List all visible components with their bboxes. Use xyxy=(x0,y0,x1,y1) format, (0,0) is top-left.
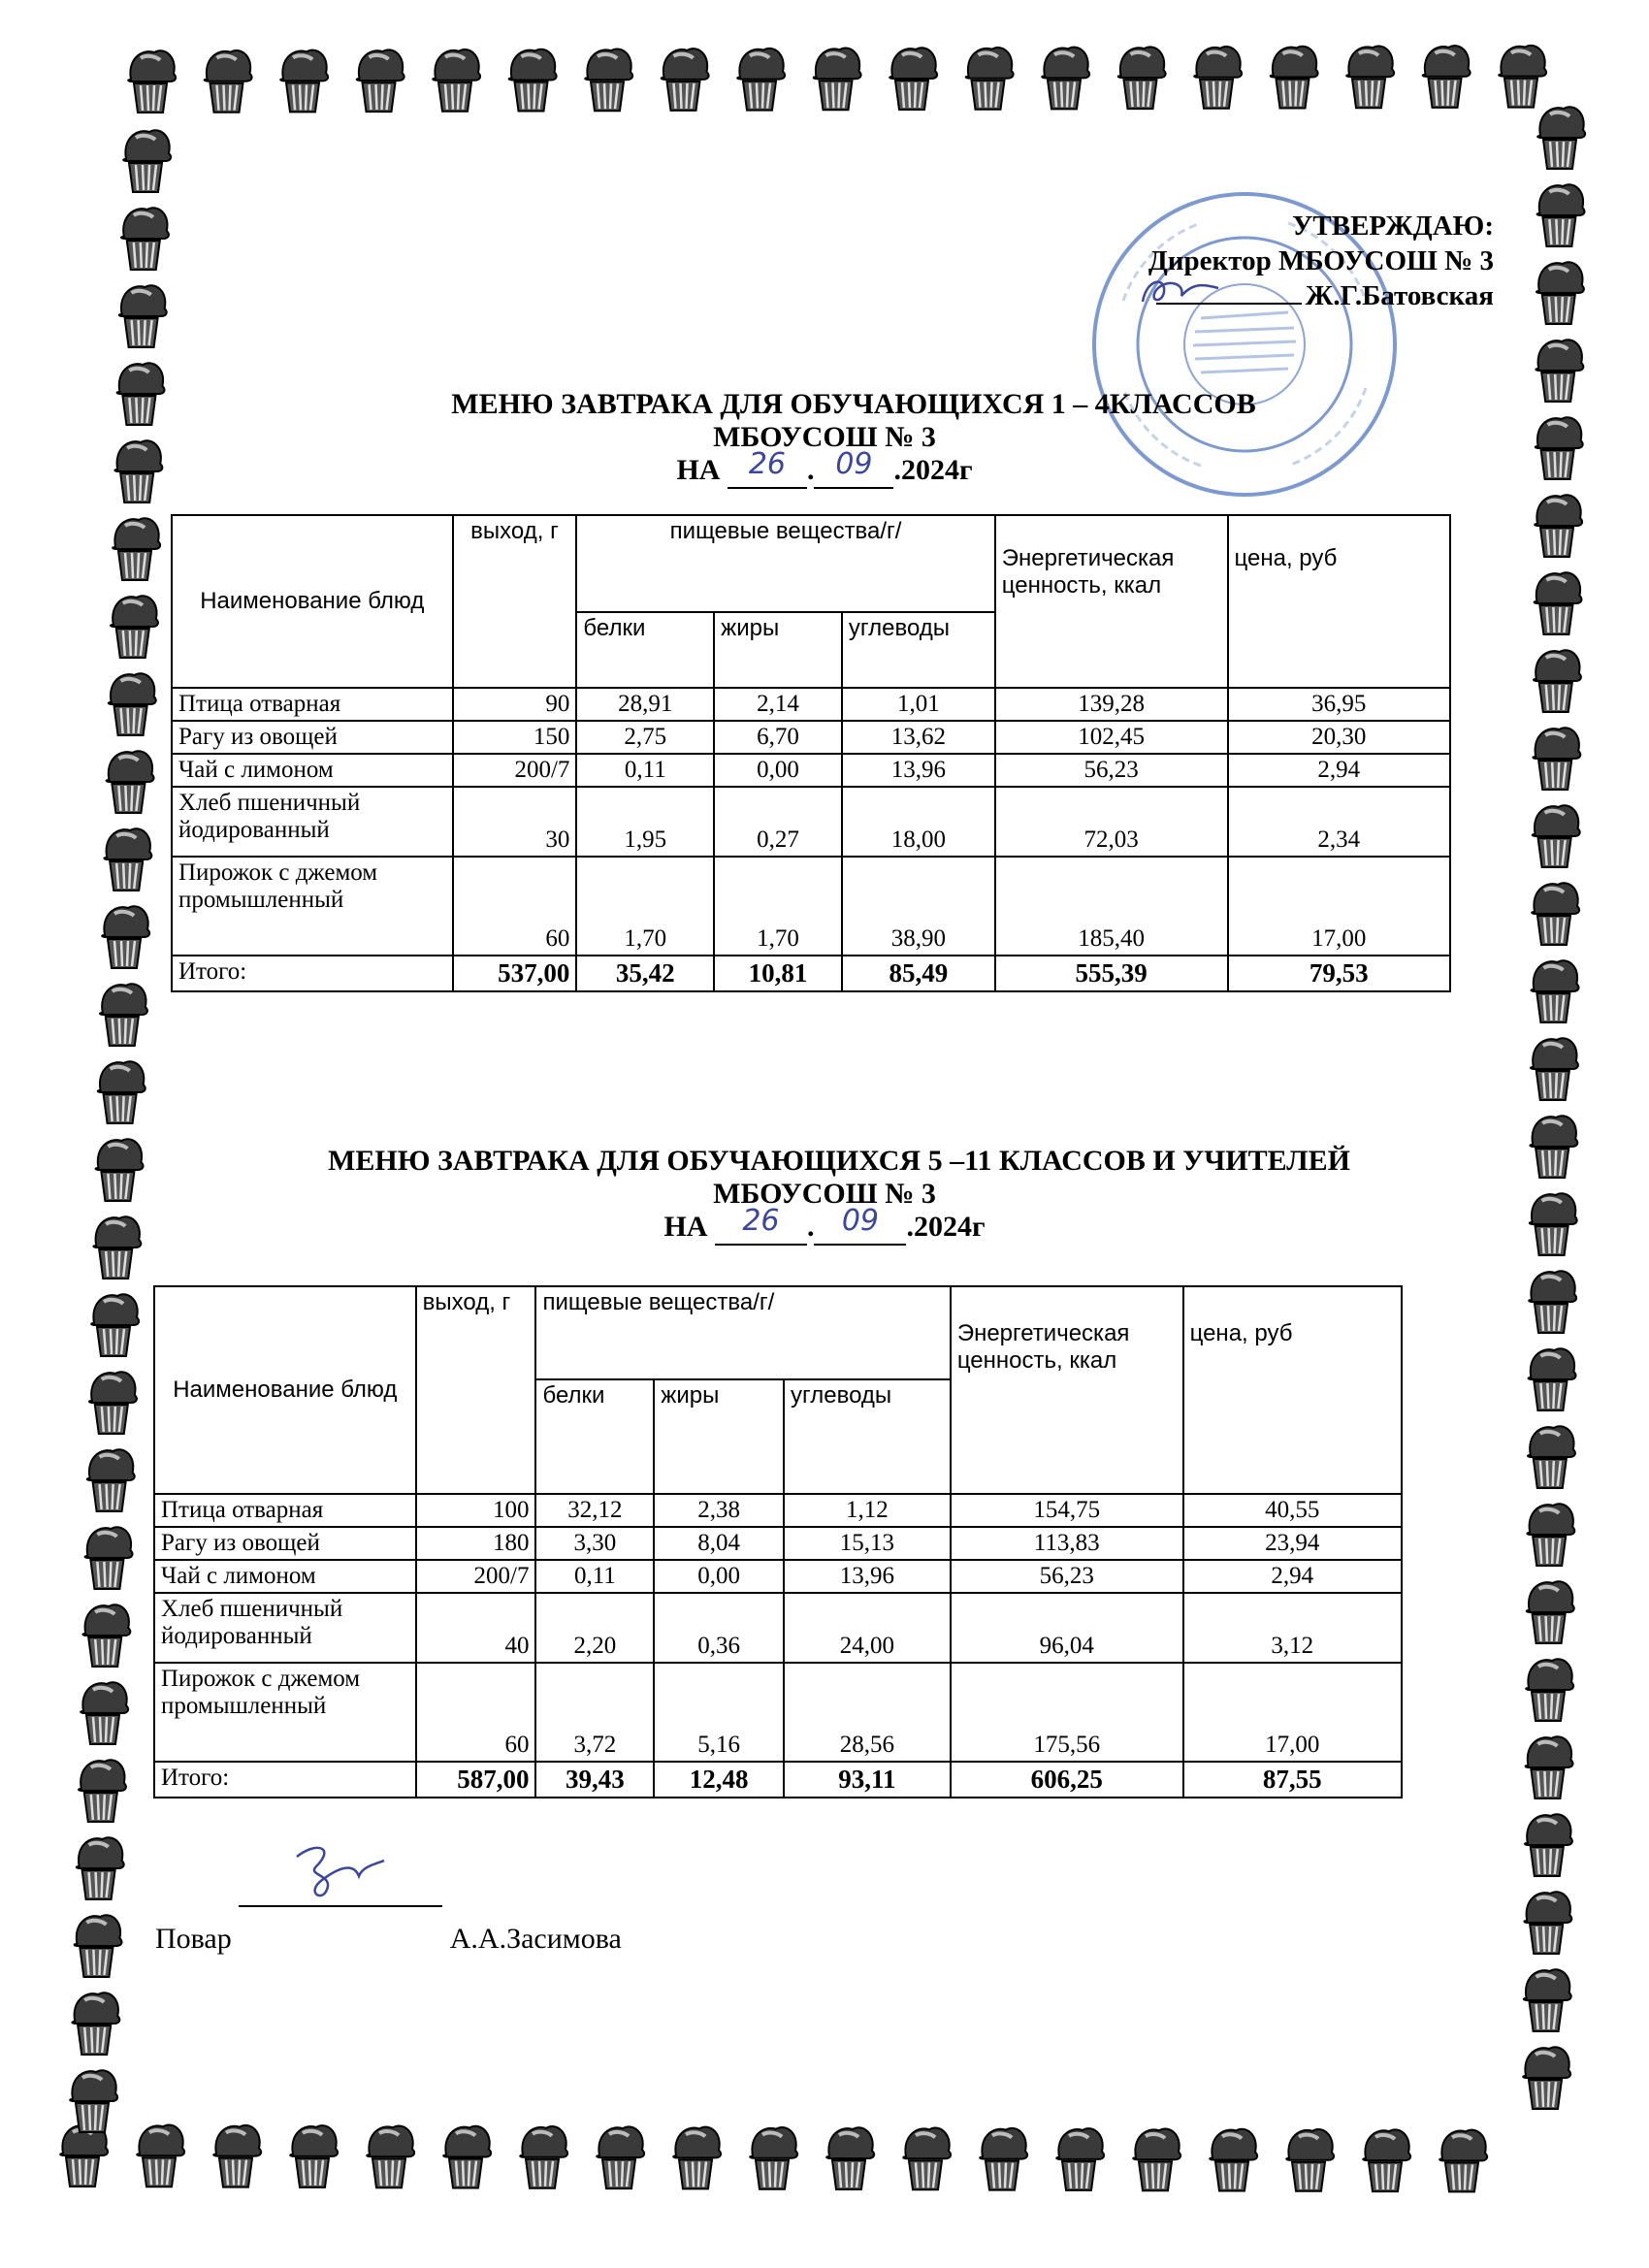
dish-price: 36,95 xyxy=(1228,688,1450,721)
dish-output: 180 xyxy=(416,1527,536,1560)
dish-energy: 72,03 xyxy=(995,787,1228,857)
dish-name: Рагу из овощей xyxy=(172,721,453,754)
menu2-date-month: 09 xyxy=(841,1204,880,1238)
menu1-date-month: 09 xyxy=(835,447,873,481)
dish-name: Птица отварная xyxy=(154,1494,416,1527)
muffin-icon xyxy=(1533,805,1580,867)
muffin-icon xyxy=(102,906,149,968)
muffin-icon xyxy=(82,1604,130,1667)
muffin-icon xyxy=(72,1993,119,2055)
muffin-icon xyxy=(79,1760,126,1822)
menu2-table xyxy=(153,1285,1403,1798)
dish-carbs: 13,62 xyxy=(842,721,995,754)
muffin-icon xyxy=(113,518,160,580)
muffin-icon xyxy=(121,208,169,270)
dish-fat: 6,70 xyxy=(714,721,842,754)
muffin-icon xyxy=(107,751,154,813)
menu1-date-suffix: .2024г xyxy=(893,454,973,486)
dish-energy: 56,23 xyxy=(995,754,1228,787)
muffin-icon xyxy=(128,50,176,113)
muffin-icon xyxy=(119,285,167,347)
muffin-icon xyxy=(520,2126,567,2188)
dish-protein: 32,12 xyxy=(535,1494,654,1527)
menu2-header-price: цена, руб xyxy=(1183,1286,1402,1494)
menu2-header-carbs: углеводы xyxy=(784,1379,951,1494)
muffin-icon xyxy=(89,1372,137,1434)
dish-name: Пирожок с джемом промышленный xyxy=(172,857,453,956)
approval-heading: УТВЕРЖДАЮ: xyxy=(1292,211,1494,242)
menu1-date: НА 26 . 09 .2024г xyxy=(0,454,1649,489)
dish-name: Птица отварная xyxy=(172,688,453,721)
menu2-date-suffix: .2024г xyxy=(906,1211,986,1243)
muffin-icon xyxy=(443,2126,491,2188)
menu2-title-line2: МБОУСОШ № 3 xyxy=(713,1178,936,1210)
dish-energy: 102,45 xyxy=(995,721,1228,754)
muffin-icon xyxy=(60,2124,108,2187)
total-fat: 10,81 xyxy=(714,956,842,991)
dish-fat: 1,70 xyxy=(714,857,842,956)
dish-name: Хлеб пшеничный йодированный xyxy=(172,787,453,857)
muffin-icon xyxy=(357,49,404,112)
dish-carbs: 24,00 xyxy=(784,1593,951,1663)
cook-signature xyxy=(277,1837,423,1905)
dish-output: 90 xyxy=(453,688,577,721)
dish-energy: 185,40 xyxy=(995,857,1228,956)
table-row xyxy=(154,1494,1402,1527)
total-price: 79,53 xyxy=(1228,956,1450,991)
dish-protein: 2,20 xyxy=(535,1593,654,1663)
muffin-icon xyxy=(1529,1271,1576,1333)
dish-carbs: 1,12 xyxy=(784,1494,951,1527)
dish-carbs: 13,96 xyxy=(842,754,995,787)
muffin-icon xyxy=(1346,46,1394,108)
menu2-date: НА 26 . 09 .2024г xyxy=(0,1211,1649,1246)
dish-name: Пирожок с джемом промышленный xyxy=(154,1663,416,1762)
approval-position: Директор МБОУСОШ № 3 xyxy=(1148,245,1494,276)
menu2-date-prefix: НА xyxy=(663,1211,708,1243)
total-carbs: 93,11 xyxy=(784,1762,951,1798)
dish-energy: 154,75 xyxy=(951,1494,1183,1527)
table-row xyxy=(154,1593,1402,1663)
table-row xyxy=(172,688,1450,721)
table-row xyxy=(172,721,1450,754)
muffin-icon xyxy=(205,50,252,113)
muffin-icon xyxy=(1133,2128,1180,2190)
total-label: Итого: xyxy=(154,1762,416,1798)
muffin-icon xyxy=(1499,46,1546,108)
menu2-header-protein: белки xyxy=(535,1379,654,1494)
menu2-header-fat: жиры xyxy=(654,1379,784,1494)
muffin-icon xyxy=(1525,1814,1572,1876)
muffin-icon xyxy=(1439,2130,1487,2192)
muffin-icon xyxy=(81,1682,128,1744)
menu1-title xyxy=(0,388,1649,489)
menu1-header-fat: жиры xyxy=(714,612,842,688)
total-output: 587,00 xyxy=(416,1762,536,1798)
menu1-header-energy: Энергетическая ценность, ккал xyxy=(995,515,1228,688)
muffin-icon xyxy=(597,2126,644,2188)
dish-price: 40,55 xyxy=(1183,1494,1402,1527)
total-output: 537,00 xyxy=(453,956,577,991)
muffin-icon xyxy=(750,2127,797,2189)
approval-block xyxy=(1069,209,1494,317)
table-row xyxy=(172,787,1450,857)
menu2-title xyxy=(0,1145,1649,1246)
menu2-header-nutrients: пищевые вещества/г/ xyxy=(535,1286,950,1379)
muffin-icon xyxy=(1194,47,1242,109)
dish-price: 20,30 xyxy=(1228,721,1450,754)
menu1-date-day: 26 xyxy=(748,447,787,481)
menu1-header-price: цена, руб xyxy=(1228,515,1450,688)
total-price: 87,55 xyxy=(1183,1762,1402,1798)
muffin-icon xyxy=(91,1294,139,1356)
menu1-header-carbs: углеводы xyxy=(842,612,995,688)
muffin-icon xyxy=(585,49,632,111)
total-label: Итого: xyxy=(172,956,453,991)
dish-protein: 0,11 xyxy=(576,754,714,787)
dish-output: 200/7 xyxy=(416,1560,536,1593)
dish-output: 60 xyxy=(416,1663,536,1762)
muffin-icon xyxy=(1536,262,1584,324)
total-row xyxy=(154,1762,1402,1798)
muffin-icon xyxy=(980,2128,1027,2190)
menu1-date-prefix: НА xyxy=(676,454,721,486)
dish-fat: 0,36 xyxy=(654,1593,784,1663)
muffin-icon xyxy=(1527,1504,1574,1566)
muffin-icon xyxy=(87,1449,135,1511)
muffin-icon xyxy=(509,49,557,112)
muffin-icon xyxy=(1271,47,1318,109)
cook-signature-block xyxy=(155,1880,622,1956)
table-row xyxy=(154,1663,1402,1762)
muffin-icon xyxy=(280,50,328,113)
muffin-icon xyxy=(290,2125,338,2187)
menu2-header-output: выход, г xyxy=(416,1286,536,1494)
dish-energy: 175,56 xyxy=(951,1663,1183,1762)
dish-protein: 0,11 xyxy=(535,1560,654,1593)
muffin-icon xyxy=(1118,47,1166,109)
muffin-icon xyxy=(1537,184,1585,246)
menu1-title-line2: МБОУСОШ № 3 xyxy=(713,421,936,453)
director-signature xyxy=(1137,273,1224,311)
muffin-icon xyxy=(1533,728,1580,790)
muffin-icon xyxy=(1537,107,1585,169)
approval-signature-line xyxy=(1069,278,1494,317)
dish-fat: 8,04 xyxy=(654,1527,784,1560)
cook-name: А.А.Засимова xyxy=(449,1923,622,1955)
dish-output: 100 xyxy=(416,1494,536,1527)
muffin-icon xyxy=(213,2125,261,2187)
muffin-icon xyxy=(814,49,861,111)
muffin-icon xyxy=(77,1837,124,1899)
total-row xyxy=(172,956,1450,991)
dish-protein: 2,75 xyxy=(576,721,714,754)
dish-price: 2,94 xyxy=(1228,754,1450,787)
menu1-header-name: Наименование блюд xyxy=(172,515,453,688)
total-carbs: 85,49 xyxy=(842,956,995,991)
dish-carbs: 1,01 xyxy=(842,688,995,721)
muffin-icon xyxy=(1526,1736,1573,1798)
dish-price: 23,94 xyxy=(1183,1527,1402,1560)
muffin-icon xyxy=(737,49,785,111)
muffin-icon xyxy=(673,2127,721,2189)
dish-name: Хлеб пшеничный йодированный xyxy=(154,1593,416,1663)
dish-protein: 3,72 xyxy=(535,1663,654,1762)
muffin-icon xyxy=(1523,2047,1570,2109)
dish-fat: 5,16 xyxy=(654,1663,784,1762)
dish-protein: 1,70 xyxy=(576,857,714,956)
menu1-header-nutrients: пищевые вещества/г/ xyxy=(576,515,994,612)
menu1-header-output: выход, г xyxy=(453,515,577,688)
dish-price: 17,00 xyxy=(1228,857,1450,956)
dish-fat: 0,27 xyxy=(714,787,842,857)
muffin-icon xyxy=(1423,46,1471,108)
dish-price: 2,94 xyxy=(1183,1560,1402,1593)
muffin-icon xyxy=(1286,2129,1334,2191)
muffin-icon xyxy=(111,596,158,658)
muffin-icon xyxy=(367,2125,414,2187)
muffin-icon xyxy=(1524,1969,1571,2031)
dish-carbs: 15,13 xyxy=(784,1527,951,1560)
muffin-icon xyxy=(1534,650,1581,712)
muffin-icon xyxy=(104,828,151,891)
dish-name: Чай с лимоном xyxy=(172,754,453,787)
muffin-icon xyxy=(903,2128,951,2190)
dish-output: 60 xyxy=(453,857,577,956)
menu2-header-energy: Энергетическая ценность, ккал xyxy=(951,1286,1183,1494)
dish-protein: 28,91 xyxy=(576,688,714,721)
director-name: Ж.Г.Батовская xyxy=(1305,280,1494,311)
dish-carbs: 18,00 xyxy=(842,787,995,857)
muffin-icon xyxy=(70,2070,117,2132)
menu2-title-line1: МЕНЮ ЗАВТРАКА ДЛЯ ОБУЧАЮЩИХСЯ 5 –11 КЛАССОВ И УЧИТЕЛЕЙ xyxy=(328,1145,1350,1177)
dish-price: 3,12 xyxy=(1183,1593,1402,1663)
muffin-icon xyxy=(1210,2129,1257,2191)
muffin-icon xyxy=(109,673,156,735)
dish-protein: 3,30 xyxy=(535,1527,654,1560)
dish-output: 40 xyxy=(416,1593,536,1663)
total-protein: 39,43 xyxy=(535,1762,654,1798)
dish-energy: 56,23 xyxy=(951,1560,1183,1593)
dish-output: 30 xyxy=(453,787,577,857)
menu1-header-protein: белки xyxy=(576,612,714,688)
dish-energy: 139,28 xyxy=(995,688,1228,721)
muffin-icon xyxy=(1531,1038,1578,1100)
dish-protein: 1,95 xyxy=(576,787,714,857)
table-row xyxy=(154,1560,1402,1593)
menu2-date-day: 26 xyxy=(742,1204,780,1238)
cook-label: Повар xyxy=(155,1923,232,1955)
menu1-title-line1: МЕНЮ ЗАВТРАКА ДЛЯ ОБУЧАЮЩИХСЯ 1 – 4КЛАССОВ xyxy=(451,388,1256,420)
menu1-table xyxy=(171,514,1451,992)
muffin-icon xyxy=(1532,960,1579,1022)
muffin-icon xyxy=(1528,1426,1575,1488)
dish-output: 150 xyxy=(453,721,577,754)
muffin-icon xyxy=(1042,48,1089,110)
muffin-icon xyxy=(1535,495,1582,557)
dish-price: 17,00 xyxy=(1183,1663,1402,1762)
muffin-icon xyxy=(123,130,171,192)
muffin-icon xyxy=(75,1915,122,1977)
dish-name: Рагу из овощей xyxy=(154,1527,416,1560)
dish-carbs: 38,90 xyxy=(842,857,995,956)
muffin-icon xyxy=(85,1527,133,1589)
table-row xyxy=(172,857,1450,956)
muffin-icon xyxy=(1526,1659,1573,1721)
dish-output: 200/7 xyxy=(453,754,577,787)
muffin-icon xyxy=(100,984,147,1046)
total-energy: 555,39 xyxy=(995,956,1228,991)
muffin-icon xyxy=(98,1061,146,1123)
table-row xyxy=(154,1527,1402,1560)
muffin-icon xyxy=(1535,572,1582,634)
dish-carbs: 13,96 xyxy=(784,1560,951,1593)
table-row xyxy=(172,754,1450,787)
cook-signature-line xyxy=(239,1880,442,1907)
dish-energy: 113,83 xyxy=(951,1527,1183,1560)
muffin-icon xyxy=(137,2125,184,2187)
total-fat: 12,48 xyxy=(654,1762,784,1798)
muffin-icon xyxy=(1529,1348,1576,1410)
menu2-header-name: Наименование блюд xyxy=(154,1286,416,1494)
muffin-icon xyxy=(826,2127,874,2189)
dish-energy: 96,04 xyxy=(951,1593,1183,1663)
dish-fat: 0,00 xyxy=(714,754,842,787)
muffin-icon xyxy=(1532,883,1579,945)
dish-carbs: 28,56 xyxy=(784,1663,951,1762)
muffin-icon xyxy=(1056,2128,1104,2190)
dish-fat: 2,38 xyxy=(654,1494,784,1527)
muffin-icon xyxy=(1527,1581,1574,1643)
dish-name: Чай с лимоном xyxy=(154,1560,416,1593)
dish-price: 2,34 xyxy=(1228,787,1450,857)
dish-fat: 0,00 xyxy=(654,1560,784,1593)
muffin-icon xyxy=(433,49,480,112)
muffin-icon xyxy=(1524,1892,1571,1954)
muffin-icon xyxy=(889,48,937,110)
total-energy: 606,25 xyxy=(951,1762,1183,1798)
muffin-icon xyxy=(662,49,709,111)
dish-fat: 2,14 xyxy=(714,688,842,721)
total-protein: 35,42 xyxy=(576,956,714,991)
muffin-icon xyxy=(1363,2129,1410,2191)
muffin-icon xyxy=(966,48,1014,110)
